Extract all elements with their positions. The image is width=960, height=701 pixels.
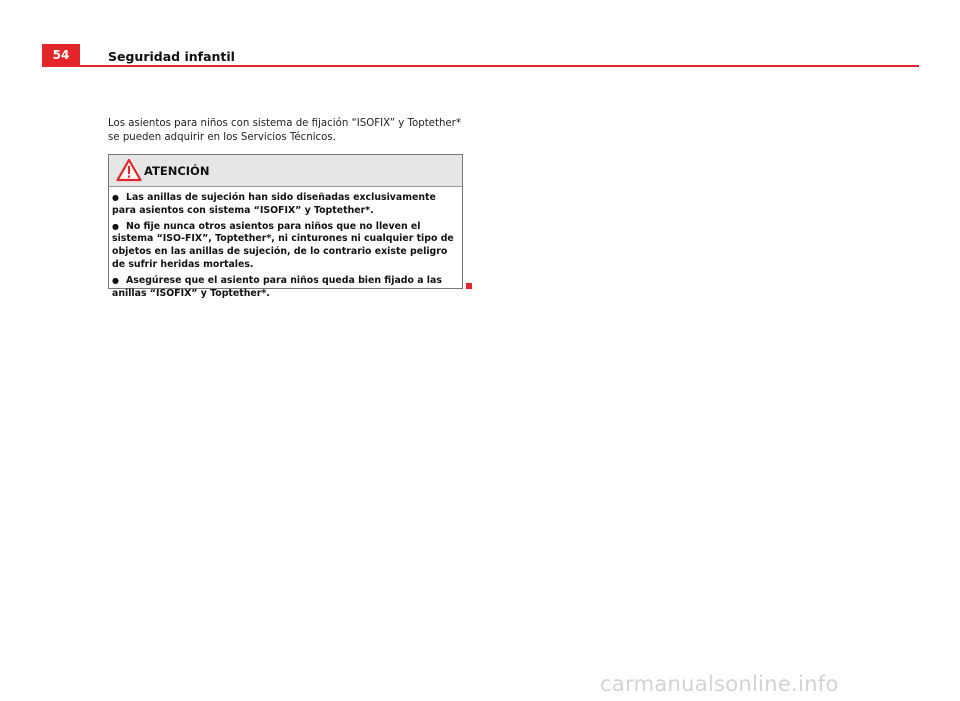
section-title: Seguridad infantil <box>108 49 235 64</box>
warning-item-text: Las anillas de sujeción han sido diseñadas exclusivamente para asientos con sistema “ISOFIX” y Toptether*. <box>112 192 436 216</box>
intro-paragraph: Los asientos para niños con sistema de fijación “ISOFIX” y Toptether* se pueden adquirir en los Servicios Técnicos. <box>108 118 461 143</box>
warning-box <box>108 154 463 299</box>
bullet-icon: ● <box>112 221 119 231</box>
warning-triangle-icon <box>116 158 142 182</box>
warning-item-text: Asegúrese que el asiento para niños queda bien fijado a las anillas “ISOFIX” y Toptether*. <box>112 274 442 299</box>
warning-title: ATENCIÓN <box>144 164 210 178</box>
warning-header <box>109 155 462 187</box>
warning-item <box>112 221 456 272</box>
bullet-icon: ● <box>112 193 119 202</box>
bullet-icon: ● <box>112 275 119 285</box>
warning-item <box>112 192 456 218</box>
warning-list <box>109 187 462 300</box>
watermark: carmanualsonline.info <box>600 672 839 696</box>
warning-item <box>112 275 456 301</box>
page-number: 54 <box>42 44 80 67</box>
header-rule <box>80 65 919 67</box>
warning-item-text: No fije nunca otros asientos para niños que no lleven el sistema “ISO-FIX”, Toptether*, ni cinturones ni cualquier tipo de objetos en las anillas de sujeción, de lo contrario existe peligro de sufrir heridas mortales. <box>112 220 454 270</box>
end-of-section-square-icon <box>466 283 472 289</box>
